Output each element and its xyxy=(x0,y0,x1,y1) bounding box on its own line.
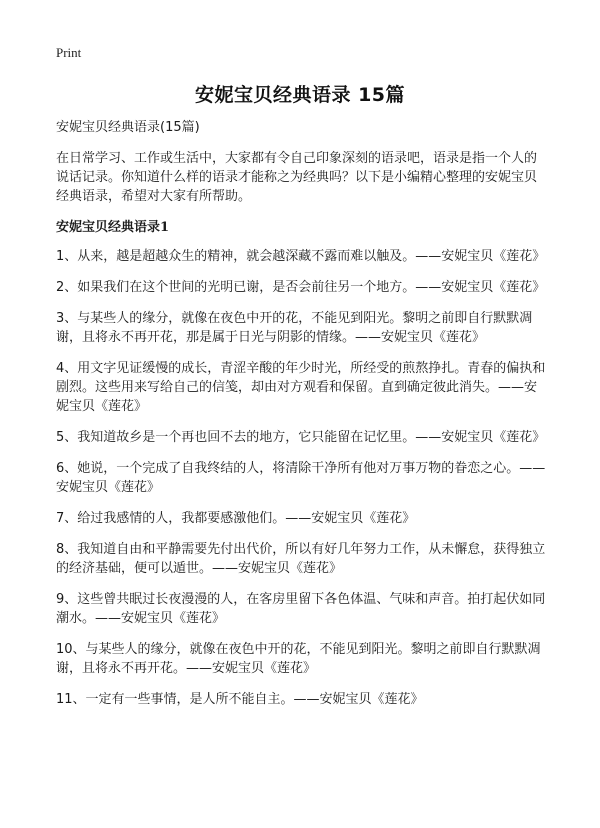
quote-item: 8、我知道自由和平静需要先付出代价，所以有好几年努力工作，从未懈怠，获得独立的经济基础，便可以遁世。——安妮宝贝《莲花》 xyxy=(56,542,546,576)
article-body xyxy=(56,118,548,721)
quote-item: 3、与某些人的缘分，就像在夜色中开的花，不能见到阳光。黎明之前即自行默默凋谢，且将永不再开花，那是属于日光与阴影的情缘。——安妮宝贝《莲花》 xyxy=(56,311,533,345)
section-heading: 安妮宝贝经典语录1 xyxy=(56,220,170,235)
page-title: 安妮宝贝经典语录 15篇 xyxy=(194,84,406,106)
quote-item: 5、我知道故乡是一个再也回不去的地方，它只能留在记忆里。——安妮宝贝《莲花》 xyxy=(56,430,546,445)
intro-paragraph: 在日常学习、工作或生活中，大家都有令自己印象深刻的语录吧，语录是指一个人的说话记录。你知道什么样的语录才能称之为经典吗？以下是小编精心整理的安妮宝贝经典语录，希望对大家有所帮助。 xyxy=(56,151,538,204)
quote-item: 11、一定有一些事情，是人所不能自主。——安妮宝贝《莲花》 xyxy=(56,692,424,707)
quote-item: 9、这些曾共眠过长夜漫漫的人，在客房里留下各色体温、气味和声音。拍打起伏如同潮水。——安妮宝贝《莲花》 xyxy=(56,592,546,626)
print-link[interactable]: Print xyxy=(56,45,82,60)
quote-item: 10、与某些人的缘分，就像在夜色中开的花，不能见到阳光。黎明之前即自行默默凋谢，且将永不再开花。——安妮宝贝《莲花》 xyxy=(56,642,541,676)
quote-item: 7、给过我感情的人，我都要感激他们。——安妮宝贝《莲花》 xyxy=(56,511,416,526)
quote-item: 6、她说，一个完成了自我终结的人，将清除干净所有他对万事万物的眷恋之心。——安妮宝贝《莲花》 xyxy=(56,461,546,495)
quote-item: 1、从来，越是超越众生的精神，就会越深藏不露而难以触及。——安妮宝贝《莲花》 xyxy=(56,249,546,264)
quote-item: 4、用文字见证缓慢的成长，青涩辛酸的年少时光，所经受的煎熬挣扎。青春的偏执和剧烈。这些用来写给自己的信笺，却由对方观看和保留。直到确定彼此消失。——安妮宝贝《莲花》 xyxy=(56,361,546,414)
article-subtitle: 安妮宝贝经典语录(15篇) xyxy=(56,120,200,135)
quote-item: 2、如果我们在这个世间的光明已谢，是否会前往另一个地方。——安妮宝贝《莲花》 xyxy=(56,280,546,295)
